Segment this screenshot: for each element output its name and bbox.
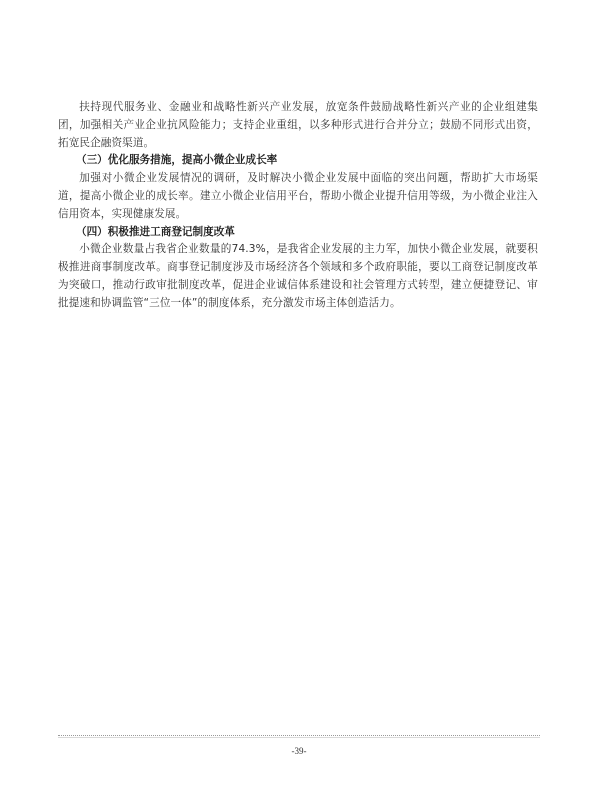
page-number: -39- xyxy=(291,746,307,756)
document-body xyxy=(58,99,538,313)
section-heading-3: （三）优化服务措施，提高小微企业成长率 xyxy=(76,154,278,167)
paragraph-support-industries: 扶持现代服务业、金融业和战略性新兴产业发展，放宽条件鼓励战略性新兴产业的企业组建集团，加强相关产业企业抗风险能力；支持企业重组，以多种形式进行合并分立；鼓励不同形式出资，拓宽民企融资渠道。 xyxy=(58,101,538,149)
footer-divider-secondary xyxy=(58,737,540,738)
section-heading-4: （四）积极推进工商登记制度改革 xyxy=(76,225,235,238)
footer-divider xyxy=(58,735,540,736)
paragraph-registration-reform: 小微企业数量占我省企业数量的74.3%，是我省企业发展的主力军，加快小微企业发展，就要积极推进商事制度改革。商事登记制度涉及市场经济各个领域和多个政府职能，要以工商登记制度改革为突破口，推动行政审批制度改革，促进企业诚信体系建设和社会管理方式转型，建立便捷登记、审批提速和协调监管“三位一体”的制度体系，充分激发市场主体创造活力。 xyxy=(58,243,538,309)
paragraph-service-measures: 加强对小微企业发展情况的调研，及时解决小微企业发展中面临的突出问题，帮助扩大市场渠道，提高小微企业的成长率。建立小微企业信用平台，帮助小微企业提升信用等级，为小微企业注入信用资本，实现健康发展。 xyxy=(58,172,538,220)
